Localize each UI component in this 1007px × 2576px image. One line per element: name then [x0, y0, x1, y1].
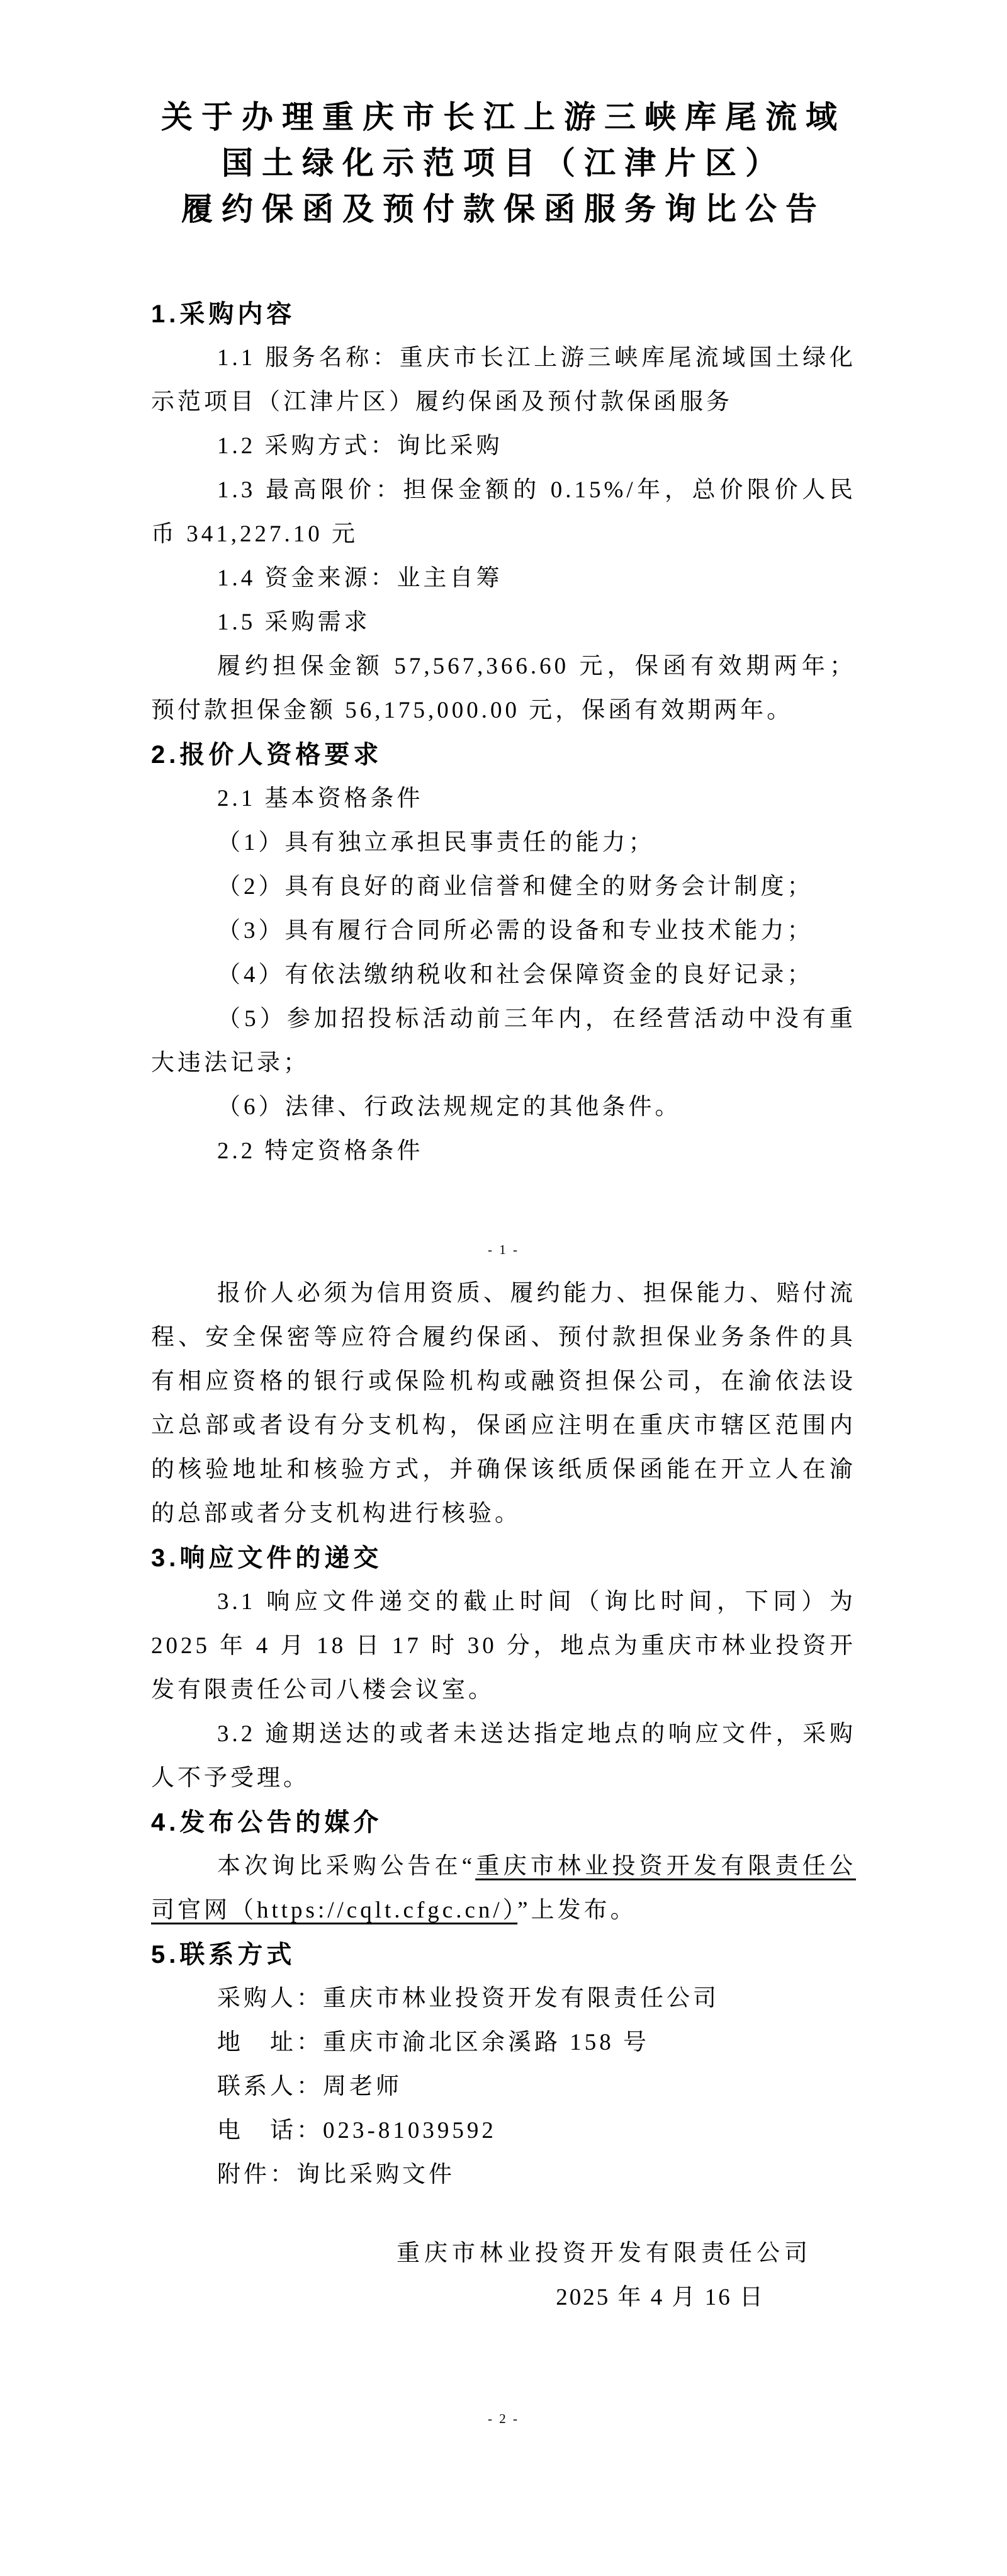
paragraph-1-1-service-name: 1.1 服务名称：重庆市长江上游三峡库尾流域国土绿化示范项目（江津片区）履约保函及预付款保函服务	[151, 345, 856, 415]
qualification-item-6: （6）法律、行政法规规定的其他条件。	[217, 1094, 682, 1120]
contact-phone: 电 话：023-81039592	[217, 2118, 497, 2144]
qualification-item-2: （2）具有良好的商业信誉和健全的财务会计制度；	[217, 874, 814, 900]
paragraph-2-2-specific-qualifications: 2.2 特定资格条件	[217, 1138, 424, 1164]
page-number-2: - 2 -	[488, 2411, 519, 2426]
qualification-item-4: （4）有依法缴纳税收和社会保障资金的良好记录；	[217, 962, 814, 988]
contact-person: 联系人：周老师	[217, 2074, 402, 2099]
signature-company: 重庆市林业投资开发有限责任公司	[397, 2240, 812, 2266]
qualification-item-1: （1）具有独立承担民事责任的能力；	[217, 830, 655, 856]
section-5-heading: 5.联系方式	[151, 1941, 296, 1969]
contact-address: 地 址：重庆市渝北区余溪路 158 号	[217, 2030, 650, 2055]
section-1-heading: 1.采购内容	[151, 300, 296, 328]
paragraph-1-4-funding-source: 1.4 资金来源：业主自筹	[217, 565, 503, 591]
paragraph-4-publication-medium	[151, 1844, 856, 1933]
paragraph-2-1-basic-qualifications: 2.1 基本资格条件	[217, 786, 424, 811]
paragraph-1-2-procurement-method: 1.2 采购方式：询比采购	[217, 433, 503, 459]
doc-title	[151, 0, 856, 232]
section-4-heading: 4.发布公告的媒介	[151, 1809, 383, 1836]
page-number-1: - 1 -	[488, 1242, 519, 1257]
qualification-item-5: （5）参加招投标活动前三年内，在经营活动中没有重大违法记录；	[151, 1006, 856, 1076]
section-2-heading: 2.报价人资格要求	[151, 741, 383, 769]
paragraph-2-2-detail: 报价人必须为信用资质、履约能力、担保能力、赔付流程、安全保密等应符合履约保函、预付款担保业务条件的具有相应资格的银行或保险机构或融资担保公司，在渝依法设立总部或者设有分支机构，保函应注明在重庆市辖区范围内的核验地址和核验方式，并确保该纸质保函能在开立人在渝的总部或者分支机构进行核验。	[151, 1280, 856, 1527]
publication-text-suffix: ”上发布。	[517, 1897, 637, 1923]
paragraph-1-5-requirements: 1.5 采购需求	[217, 609, 371, 635]
paragraph-1-5-guarantee-amounts: 履约担保金额 57,567,366.60 元，保函有效期两年；预付款担保金额 56,175,000.00 元，保函有效期两年。	[151, 653, 856, 723]
doc-title-line-2: 国土绿化示范项目（江津片区）	[222, 145, 785, 181]
doc-title-line-3: 履约保函及预付款保函服务询比公告	[181, 191, 826, 227]
doc-title-line-1: 关于办理重庆市长江上游三峡库尾流域	[161, 99, 846, 135]
official-website-link[interactable]: 重庆市林业投资开发有限责任公司官网（https://cqlt.cfgc.cn/）	[151, 1853, 857, 1923]
section-3-heading: 3.响应文件的递交	[151, 1544, 383, 1572]
paragraph-1-3-price-limit: 1.3 最高限价：担保金额的 0.15%/年，总价限价人民币 341,227.10 元	[151, 477, 856, 547]
contact-buyer: 采购人：重庆市林业投资开发有限责任公司	[217, 1986, 719, 2011]
attachment-note: 附件：询比采购文件	[217, 2162, 455, 2188]
publication-text-prefix: 本次询比采购公告在“	[217, 1853, 476, 1879]
signature-date: 2025 年 4 月 16 日	[556, 2285, 765, 2310]
qualification-item-3: （3）具有履行合同所必需的设备和专业技术能力；	[217, 918, 814, 944]
paragraph-3-1-deadline: 3.1 响应文件递交的截止时间（询比时间，下同）为 2025 年 4 月 18 日 17 时 30 分，地点为重庆市林业投资开发有限责任公司八楼会议室。	[151, 1589, 856, 1703]
paragraph-3-2-late-delivery: 3.2 逾期送达的或者未送达指定地点的响应文件，采购人不予受理。	[151, 1721, 856, 1791]
